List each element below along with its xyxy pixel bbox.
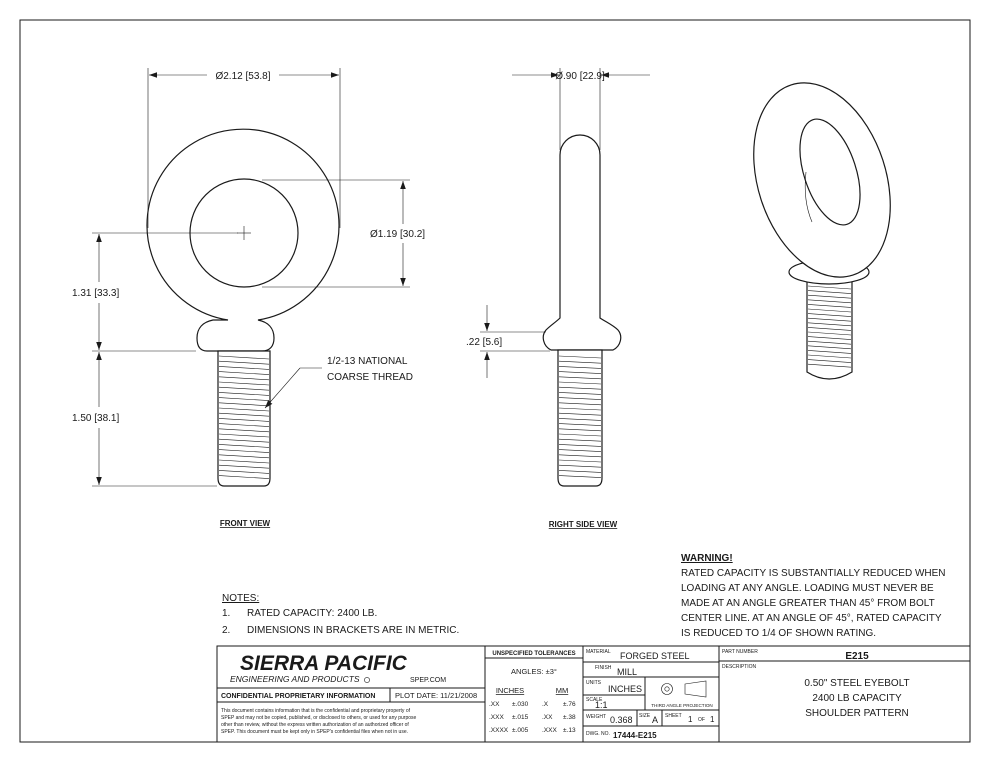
weight-value: 0.368 [610,715,633,725]
side-view [543,135,620,486]
sheet-label: SHEET [665,713,682,719]
company-website: SPEP.COM [410,677,447,684]
confidential-text-3: other than review, without the express written authorization of an authorized officer of [221,722,409,728]
dim-thread-length: 1.50 [38.1] [72,413,120,424]
front-view-label: FRONT VIEW [219,519,271,528]
description-line-3: SHOULDER PATTERN [805,708,909,719]
tol-row-1-mm-tol: ±.76 [563,701,576,708]
confidential-title: CONFIDENTIAL PROPRIETARY INFORMATION [221,693,376,700]
note-1-number: 1. [222,608,231,619]
material-label: MATERIAL [586,649,611,655]
iso-threaded-shank [807,280,852,379]
sheet-value: 1 [688,715,693,724]
tolerances-angles: ANGLES: ±3° [511,667,557,676]
warning-title: WARNING! [681,553,733,564]
note-2-number: 2. [222,625,231,636]
dwg-no-label: DWG. NO. [586,731,610,737]
tol-row-2-in-tol: ±.015 [512,714,529,721]
scale-value: 1:1 [595,700,608,710]
weight-label: WEIGHT [586,714,606,720]
title-block [217,646,970,742]
projection-cone-icon [685,681,706,697]
projection-label: THIRD ANGLE PROJECTION [651,703,713,708]
dim-shoulder: .22 [5.6] [466,337,503,348]
units-label: UNITS [586,680,601,686]
plot-date: PLOT DATE: 11/21/2008 [395,691,478,700]
sheet-total: 1 [710,715,715,724]
of-label: OF [698,717,705,723]
dim-eye-inner: Ø1.19 [30.2] [370,229,426,240]
warning-line-2: LOADING AT ANY ANGLE. LOADING MUST NEVER BE [681,583,934,594]
dim-eye-height: 1.31 [33.3] [72,288,120,299]
description-line-2: 2400 LB CAPACITY [812,693,902,704]
warning-line-5: IS REDUCED TO 1/4 OF SHOWN RATING. [681,628,877,639]
company-name: SIERRA PACIFIC [240,652,407,675]
tol-row-3-mm-tol: ±.13 [563,727,576,734]
front-view [147,129,339,486]
tolerances-mm-header: MM [555,686,569,695]
warning-line-4: CENTER LINE. AT AN ANGLE OF 45°, RATED CAPACITY [681,613,942,624]
tol-row-1-in-tol: ±.030 [512,701,529,708]
size-label: SIZE [639,713,651,719]
tol-row-3-in-tol: ±.005 [512,727,529,734]
warning-line-1: RATED CAPACITY IS SUBSTANTIALLY REDUCED WHEN [681,568,946,579]
description-line-1: 0.50" STEEL EYEBOLT [804,678,910,689]
side-view-label: RIGHT SIDE VIEW [548,520,618,529]
note-2-text: DIMENSIONS IN BRACKETS ARE IN METRIC. [247,625,460,636]
thread-callout-line-2: COARSE THREAD [327,372,413,383]
finish-value: MILL [617,667,638,677]
tol-row-3-in: .XXXX [489,727,509,734]
part-number-value: E215 [845,651,869,662]
warning-line-3: MADE AT AN ANGLE GREATER THAN 45° FROM BOLT [681,598,935,609]
confidential-text-1: This document contains information that is the confidential and proprietary property of [221,708,410,714]
confidential-text-2: SPEP and may not be copied, published, or disclosed to others, or used for any purpose [221,715,417,721]
finish-label: FINISH [595,665,612,671]
warning-block [681,553,946,639]
part-number-label: PART NUMBER [722,649,758,655]
tol-row-3-mm: .XXX [542,727,557,734]
note-1-text: RATED CAPACITY: 2400 LB. [247,608,378,619]
tol-row-2-in: .XXX [489,714,504,721]
description-label: DESCRIPTION [722,664,757,670]
iso-view [730,65,914,379]
size-value: A [652,715,659,725]
dim-shank-dia: Ø.90 [22.9] [555,71,605,82]
units-value: INCHES [608,684,643,694]
registered-mark-icon [364,677,369,682]
tolerances-title: UNSPECIFIED TOLERANCES [492,651,576,657]
side-eye-outline [543,135,620,350]
tol-row-1-in: .XX [489,701,500,708]
notes-title: NOTES: [222,593,260,604]
tol-row-1-mm: .X [542,701,549,708]
tol-row-2-mm: .XX [542,714,553,721]
confidential-text-4: SPEP. This document must be kept only in SPEP's confidential files when not in use. [221,729,408,735]
notes [222,593,459,636]
projection-circle-icon [662,684,673,695]
company-subtitle: ENGINEERING AND PRODUCTS [230,674,360,684]
tol-row-2-mm-tol: ±.38 [563,714,576,721]
dim-eye-outer: Ø2.12 [53.8] [215,71,271,82]
thread-callout-line-1: 1/2-13 NATIONAL [327,356,408,367]
dwg-no-value: 17444-E215 [613,731,657,740]
material-value: FORGED STEEL [620,651,690,661]
tolerances-inches-header: INCHES [495,686,525,695]
scale-label: SCALE [586,697,603,703]
